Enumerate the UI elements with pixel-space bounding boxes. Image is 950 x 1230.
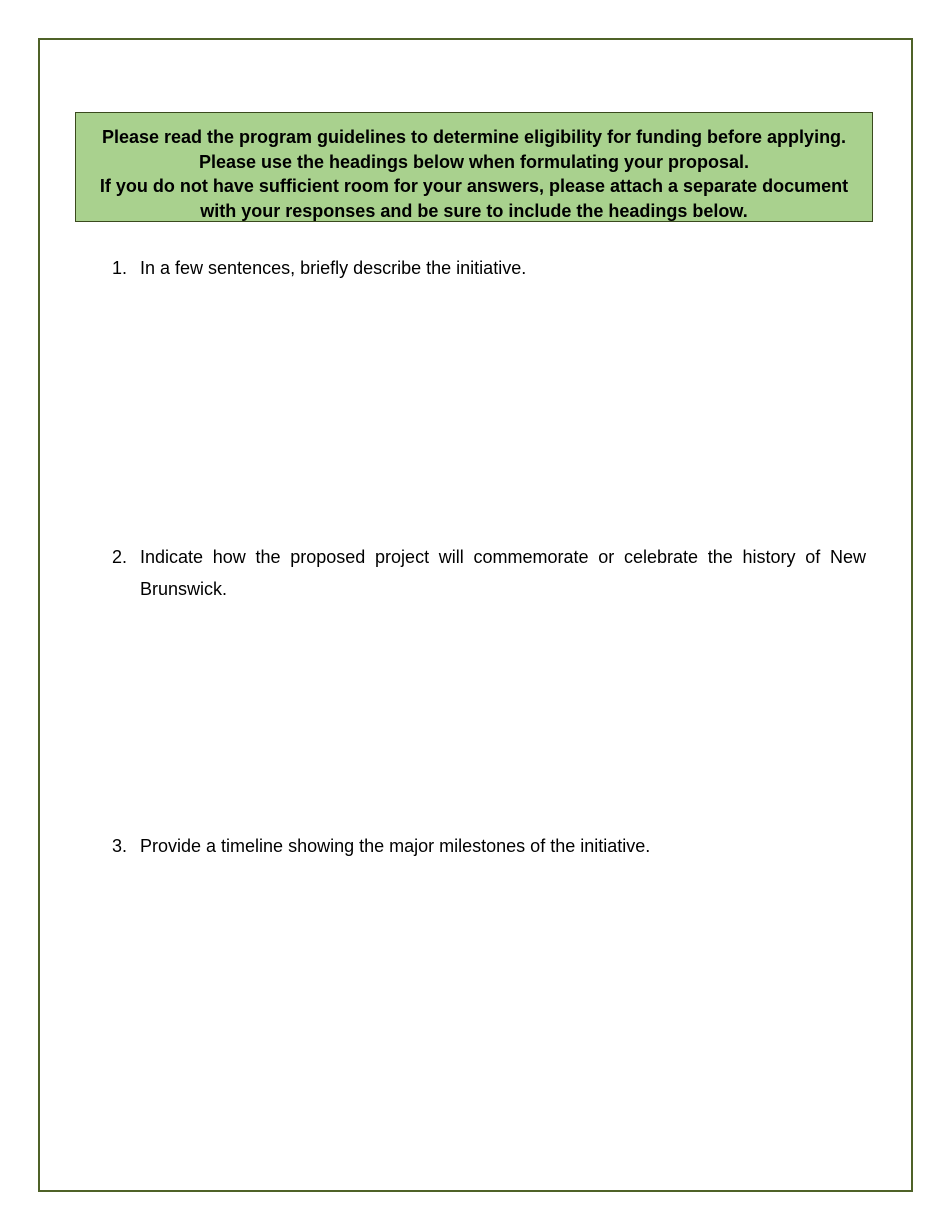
question-3-number: 3. (112, 836, 128, 856)
question-2-text: Indicate how the proposed project will commemorate or celebrate the history of New Brunswick. (140, 547, 866, 599)
answer-area-2[interactable] (140, 610, 866, 830)
question-1-text: In a few sentences, briefly describe the initiative. (140, 258, 527, 278)
question-1 (112, 252, 866, 284)
instructions-line-1: Please read the program guidelines to determine eligibility for funding before applying. (101, 127, 847, 147)
instructions-line-3: If you do not have sufficient room for your answers, please attach a separate document (99, 176, 849, 196)
instructions-line-2: Please use the headings below when formulating your proposal. (198, 151, 750, 172)
answer-area-1[interactable] (140, 292, 866, 532)
instructions-line-4: with your responses and be sure to include the headings below. (200, 200, 748, 221)
question-3-text: Provide a timeline showing the major milestones of the initiative. (140, 836, 651, 856)
answer-area-3[interactable] (140, 870, 866, 1170)
question-2 (112, 541, 866, 605)
question-3 (112, 830, 866, 862)
question-1-number: 1. (112, 258, 128, 278)
question-2-number: 2. (112, 547, 128, 567)
instructions-box (75, 112, 873, 222)
